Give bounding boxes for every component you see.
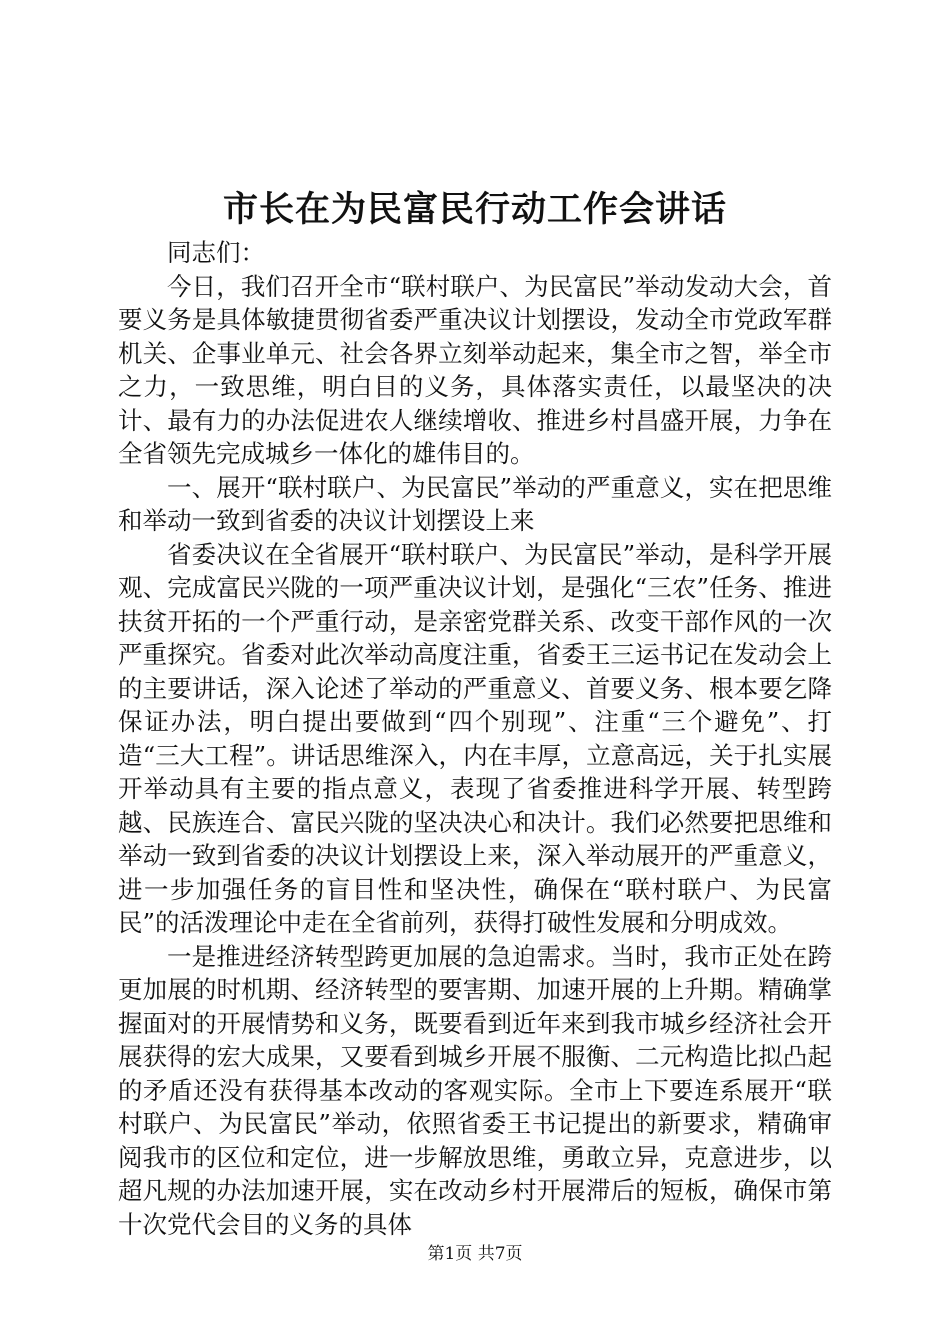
body-paragraph: 省委决议在全省展开“联村联户、为民富民”举动，是科学开展观、完成富民兴陇的一项严重决议计划，是强化“三农”任务、推进扶贫开拓的一个严重行动，是亲密党群关系、改变干部作风的一次严重探究。省委对此次举动高度注重，省委王三运书记在发动会上的主要讲话，深入论述了举动的严重意义、首要义务、根本要乞降保证办法，明白提出要做到“四个别现”、注重“三个避免”、打造“三大工程”。讲话思维深入，内在丰厚，立意高远，关于扎实展开举动具有主要的指点意义，表现了省委推进科学开展、转型跨越、民族连合、富民兴陇的坚决决心和决计。我们必然要把思维和举动一致到省委的决议计划摆设上来，深入举动展开的严重意义，进一步加强任务的盲目性和坚决性，确保在“联村联户、为民富民”的活泼理论中走在全省前列，获得打破性发展和分明成效。	[118, 539, 832, 937]
page-number-footer: 第1页 共7页	[427, 1244, 523, 1264]
salutation-paragraph: 同志们：	[167, 238, 265, 267]
document-title: 市长在为民富民行动工作会讲话	[222, 189, 727, 230]
document-body	[118, 236, 832, 1241]
intro-paragraph: 今日，我们召开全市“联村联户、为民富民”举动发动大会，首要义务是具体敏捷贯彻省委严重决议计划摆设，发动全市党政军群机关、企事业单元、社会各界立刻举动起来，集全市之智，举全市之力，一致思维，明白目的义务，具体落实责任，以最坚决的决计、最有力的办法促进农人继续增收、推进乡村昌盛开展，力争在全省领先完成城乡一体化的雄伟目的。	[118, 271, 832, 468]
section-heading: 一、展开“联村联户、为民富民”举动的严重意义，实在把思维和举动一致到省委的决议计划摆设上来	[118, 472, 832, 535]
body-paragraph: 一是推进经济转型跨更加展的急迫需求。当时，我市正处在跨更加展的时机期、经济转型的要害期、加速开展的上升期。精确掌握面对的开展情势和义务，既要看到近年来到我市城乡经济社会开展获得的宏大成果，又要看到城乡开展不服衡、二元构造比拟凸起的矛盾还没有获得基本改动的客观实际。全市上下要连系展开“联村联户、为民富民”举动，依照省委王书记提出的新要求，精确审阅我市的区位和定位，进一步解放思维，勇敢立异，克意进步，以超凡规的办法加速开展，实在改动乡村开展滞后的短板，确保市第十次党代会目的义务的具体	[118, 941, 832, 1239]
